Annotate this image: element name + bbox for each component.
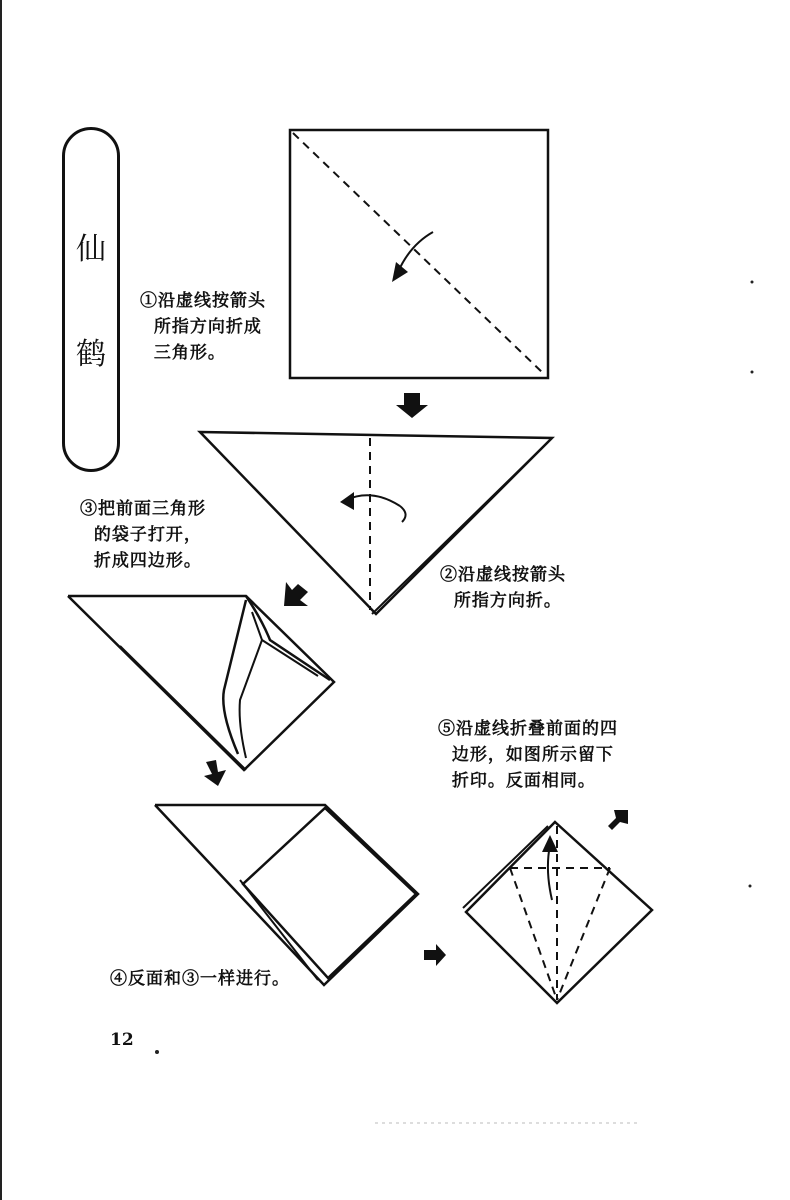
step3-instruction: ③把前面三角形 的袋子打开， 折成四边形。 [80,499,206,571]
step4-figure [155,805,418,985]
down-arrow-icon [204,760,226,786]
right-arrow-icon [424,944,446,966]
step5-instruction: ⑤沿虚线折叠前面的四 边形，如图所示留下 折印。反面相同。 [438,719,618,791]
speck [749,885,752,888]
step1-square-figure [290,130,548,378]
diagonal-arrow-icon [284,582,308,606]
step5-figure [463,822,652,1003]
down-arrow-icon [396,393,428,418]
page-number: 12 [110,1030,134,1050]
speck [751,281,754,284]
title-char-2: 鹤 [76,337,106,372]
speck [155,1050,159,1054]
step1-instruction: ①沿虚线按箭头 所指方向折成 三角形。 [140,291,266,363]
step3-figure [68,596,334,770]
title-char-1: 仙 [76,232,106,267]
step2-instruction: ②沿虚线按箭头 所指方向折。 [440,565,566,611]
step4-instruction: ④反面和③一样进行。 [110,969,290,989]
up-right-arrow-icon [608,810,628,830]
speck [751,371,754,374]
